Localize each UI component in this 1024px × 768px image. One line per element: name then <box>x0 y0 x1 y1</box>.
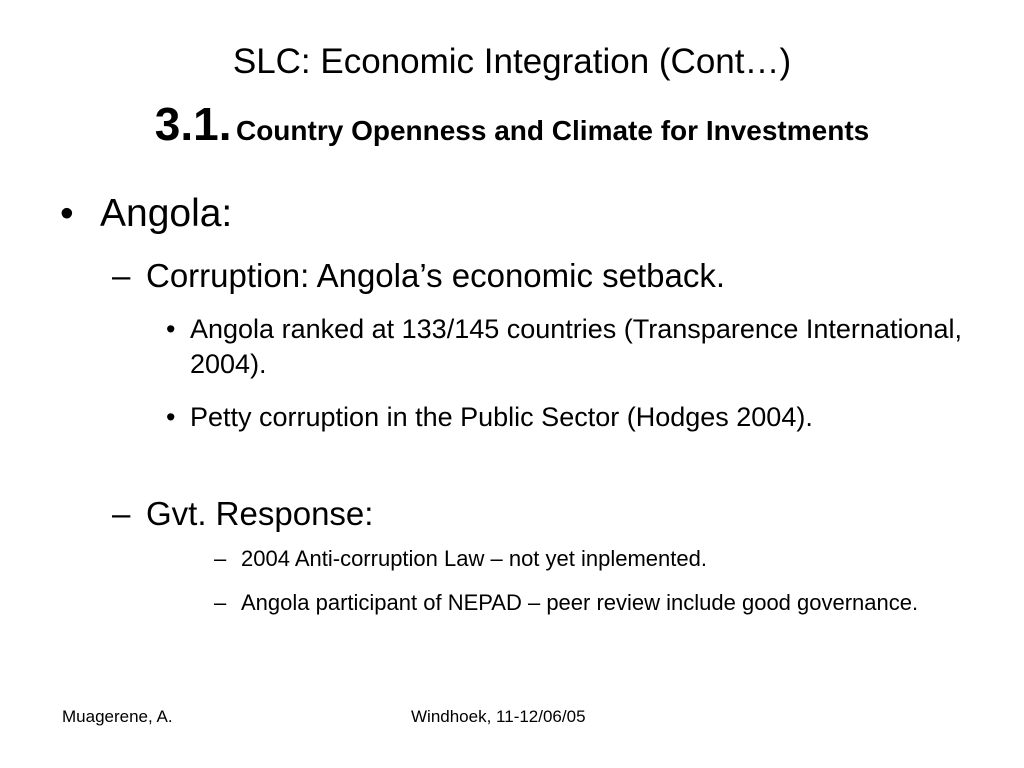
response-point-text: 2004 Anti-corruption Law – not yet inplemented. <box>241 546 707 571</box>
dash-marker: – <box>112 495 131 532</box>
footer-location-date: Windhoek, 11-12/06/05 <box>411 707 586 726</box>
subtitle-number: 3.1. <box>154 98 232 150</box>
dash-marker: – <box>214 546 227 571</box>
subtitle-text: Country Openness and Climate for Investments <box>235 115 870 146</box>
bullet-marker: • <box>60 192 74 235</box>
subbullet-text: Gvt. Response: <box>146 495 374 532</box>
bullet-text: Angola: <box>100 192 233 235</box>
dash-marker: – <box>214 590 227 615</box>
point-text: Petty corruption in the Public Sector (Hodges 2004). <box>190 402 813 432</box>
response-point-text: Angola participant of NEPAD – peer review include good governance. <box>241 590 919 615</box>
dash-marker: – <box>112 257 131 294</box>
slide-subtitle <box>0 96 1024 164</box>
footer-author: Muagerene, A. <box>62 707 173 726</box>
point-text: Angola ranked at 133/145 countries (Transparence International, 2004). <box>190 314 962 379</box>
bullet-marker: • <box>166 314 176 344</box>
slide-title: SLC: Economic Integration (Cont…) <box>232 42 792 81</box>
subbullet-text: Corruption: Angola’s economic setback. <box>146 257 726 294</box>
bullet-marker: • <box>166 402 176 432</box>
